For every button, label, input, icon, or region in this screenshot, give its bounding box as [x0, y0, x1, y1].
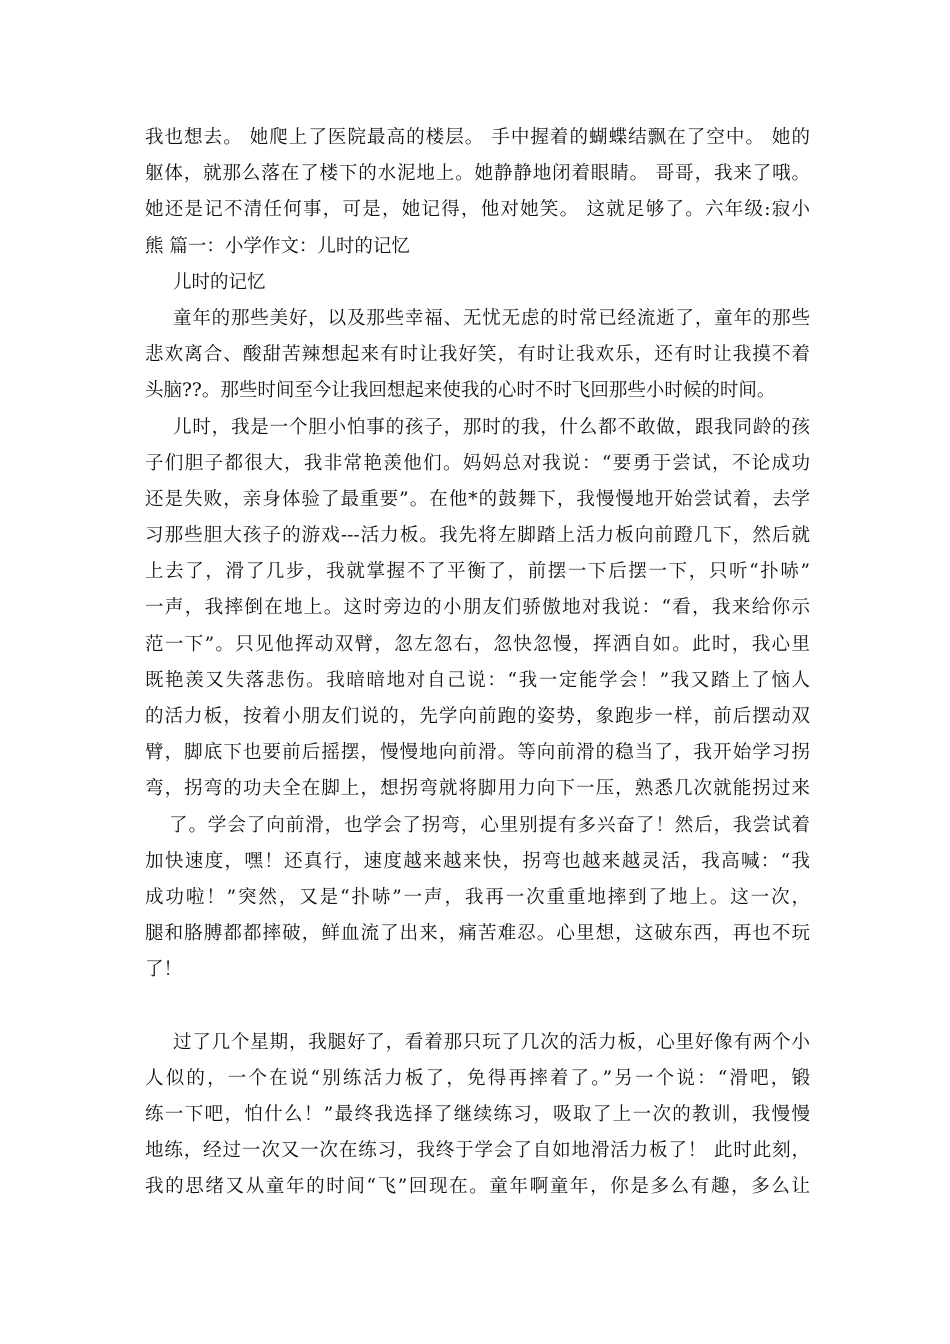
text-line: 范一下”。只见他挥动双臂，忽左忽右，忽快忽慢，挥洒自如。此时，我心里 — [145, 633, 810, 655]
text-line: 悲欢离合、酸甜苦辣想起来有时让我好笑，有时让我欢乐，还有时让我摸不着 — [145, 344, 810, 366]
paragraph-gap — [145, 989, 810, 1025]
text-line: 过了几个星期，我腿好了，看着那只玩了几次的活力板，心里好像有两个小 — [173, 1031, 810, 1053]
text-line: 一声，我摔倒在地上。这时旁边的小朋友们骄傲地对我说：“看，我来给你示 — [145, 597, 810, 619]
text-line: 还是失败，亲身体验了最重要”。在他*的鼓舞下，我慢慢地开始尝试着，去学 — [145, 488, 810, 510]
text-line: 练一下吧，怕什么！”最终我选择了继续练习，吸取了上一次的教训，我慢慢 — [145, 1104, 810, 1126]
article-body — [145, 120, 810, 1206]
text-line: 成功啦！”突然，又是“扑哧”一声，我再一次重重地摔到了地上。这一次， — [145, 886, 810, 908]
text-line: 熊 篇一：小学作文：儿时的记忆 — [145, 235, 410, 257]
section-heading: 儿时的记忆 — [173, 271, 266, 293]
text-line: 上去了，滑了几步，我就掌握不了平衡了，前摆一下后摆一下，只听“扑哧” — [145, 561, 810, 583]
text-line: 我的思绪又从童年的时间“飞”回现在。童年啊童年，你是多么有趣，多么让 — [145, 1176, 810, 1198]
text-line: 腿和胳膊都都摔破，鲜血流了出来，痛苦难忍。心里想，这破东西，再也不玩 — [145, 923, 810, 945]
text-line: 臂，脚底下也要前后摇摆，慢慢地向前滑。等向前滑的稳当了，我开始学习拐 — [145, 742, 810, 764]
text-line: 人似的，一个在说“别练活力板了，免得再摔着了。”另一个说：“滑吧，锻 — [145, 1067, 810, 1089]
text-line: 子们胆子都很大，我非常艳羡他们。妈妈总对我说：“要勇于尝试，不论成功 — [145, 452, 810, 474]
text-line: 既艳羡又失落悲伤。我暗暗地对自己说：“我一定能学会！”我又踏上了恼人 — [145, 669, 810, 691]
text-line: 她还是记不清任何事，可是，她记得，他对她笑。 这就足够了。六年级:寂小 — [145, 199, 810, 221]
text-line: 的活力板，按着小朋友们说的，先学向前跑的姿势，象跑步一样，前后摆动双 — [145, 706, 810, 727]
text-line: 地练，经过一次又一次在练习，我终于学会了自如地滑活力板了！ 此时此刻， — [145, 1140, 810, 1162]
text-line: 加快速度，嘿！还真行，速度越来越来快，拐弯也越来越灵活，我高喊：“我 — [145, 850, 810, 872]
text-line: 儿时，我是一个胆小怕事的孩子，那时的我，什么都不敢做，跟我同龄的孩 — [173, 416, 810, 438]
text-line: 弯，拐弯的功夫全在脚上，想拐弯就将脚用力向下一压，熟悉几次就能拐过来 — [145, 778, 810, 800]
text-line: 躯体，就那么落在了楼下的水泥地上。她静静地闭着眼睛。 哥哥，我来了哦。 — [145, 163, 810, 185]
text-line: 童年的那些美好，以及那些幸福、无忧无虑的时常已经流逝了，童年的那些 — [173, 307, 810, 329]
text-line: 了！ — [145, 959, 183, 981]
text-line: 头脑??。那些时间至今让我回想起来使我的心时不时飞回那些小时候的时间。 — [145, 380, 776, 402]
text-line: 我也想去。 她爬上了医院最高的楼层。 手中握着的蝴蝶结飘在了空中。 她的 — [145, 127, 810, 148]
text-line: 习那些胆大孩子的游戏---活力板。我先将左脚踏上活力板向前蹬几下，然后就 — [145, 525, 810, 547]
text-line: 了。学会了向前滑，也学会了拐弯，心里别提有多兴奋了！然后，我尝试着 — [169, 814, 810, 836]
